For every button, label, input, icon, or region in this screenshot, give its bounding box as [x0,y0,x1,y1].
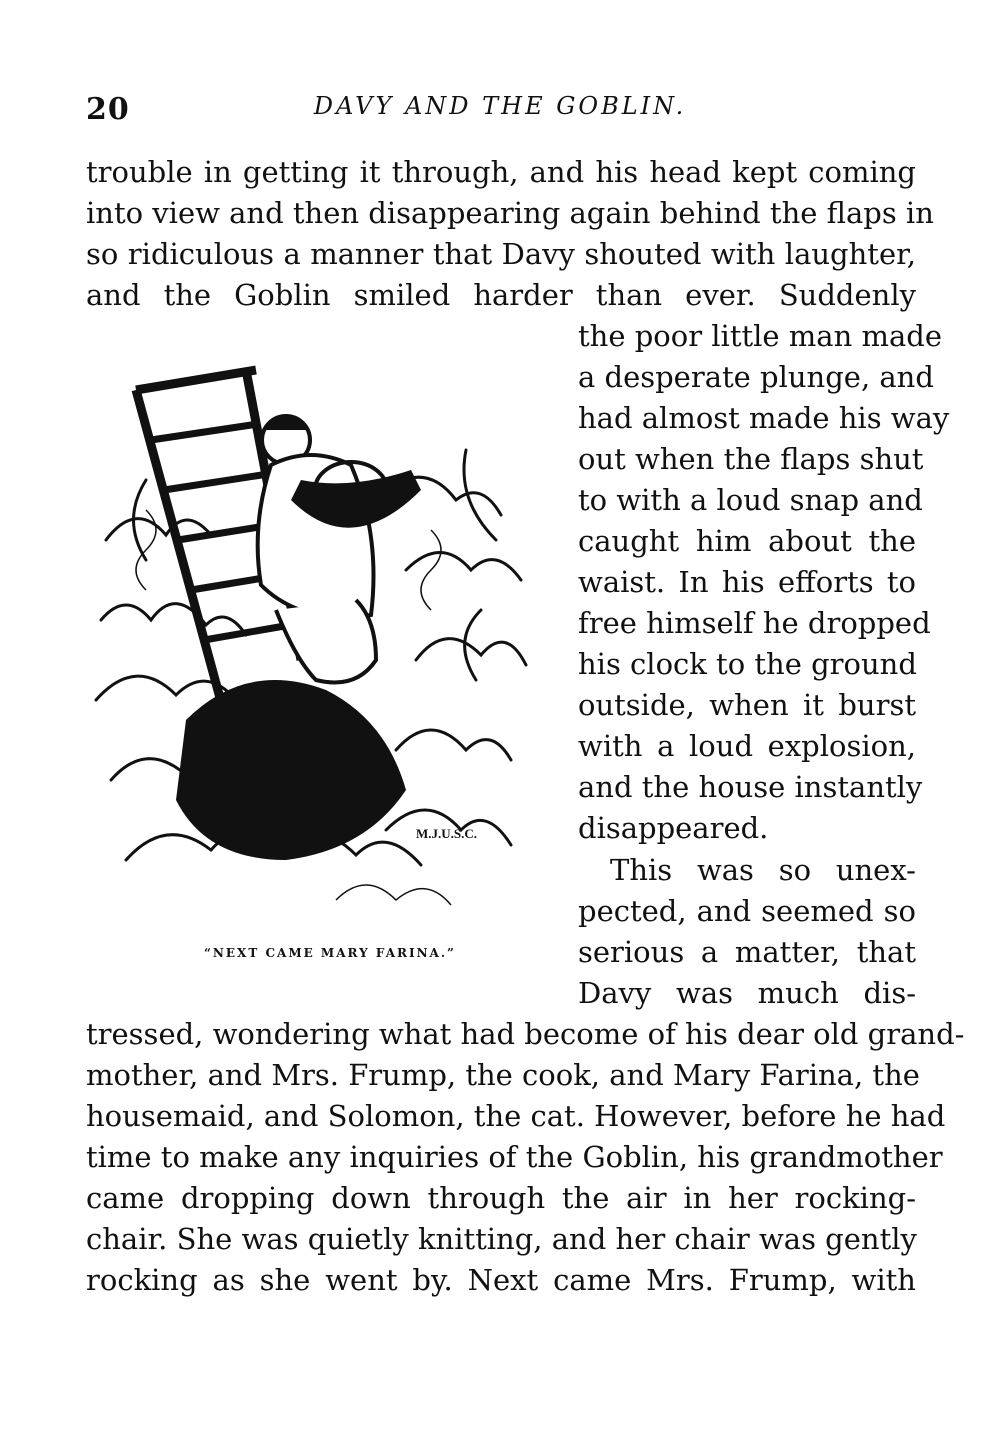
text-line: This was so unex- [610,853,916,887]
text-line: caught him about the [578,524,916,558]
text-line: and the house instantly [578,770,923,804]
text-line: housemaid, and Solomon, the cat. However, before he had [86,1099,946,1133]
text-line: trouble in getting it through, and his head kept coming [86,155,916,189]
ladder-woman-drawing [86,360,556,940]
text-line: came dropping down through the air in her rocking- [86,1181,916,1215]
text-line: a desperate plunge, and [578,360,934,394]
text-line: time to make any inquiries of the Goblin, his grandmother [86,1140,943,1174]
text-line: rocking as she went by. Next came Mrs. Frump, with [86,1263,916,1297]
text-line: tressed, wondering what had become of his dear old grand- [86,1017,965,1051]
text-line: his clock to the ground [578,647,917,681]
text-line: the poor little man made [578,319,942,353]
text-line: and the Goblin smiled harder than ever. Suddenly [86,278,916,312]
text-line: pected, and seemed so [578,894,916,928]
text-line: so ridiculous a manner that Davy shouted with laughter, [86,237,916,271]
page-number: 20 [86,92,130,127]
text-line: Davy was much dis- [578,976,916,1010]
text-line: with a loud explosion, [578,729,916,763]
illustration-caption: “NEXT CAME MARY FARINA.” [204,946,456,960]
signature-text: M.J.U.S.C. [416,826,478,841]
running-head: DAVY AND THE GOBLIN. [313,92,687,120]
text-line: outside, when it burst [578,688,916,722]
text-line: into view and then disappearing again behind the flaps in [86,196,934,230]
text-line: out when the flaps shut [578,442,924,476]
text-line: chair. She was quietly knitting, and her chair was gently [86,1222,917,1256]
text-line: serious a matter, that [578,935,916,969]
illustration-mary-farina [86,360,556,940]
text-line: mother, and Mrs. Frump, the cook, and Mary Farina, the [86,1058,920,1092]
text-line: free himself he dropped [578,606,931,640]
text-line: had almost made his way [578,401,950,435]
text-line: waist. In his efforts to [578,565,916,599]
text-line: disappeared. [578,811,769,845]
text-line: to with a loud snap and [578,483,923,517]
